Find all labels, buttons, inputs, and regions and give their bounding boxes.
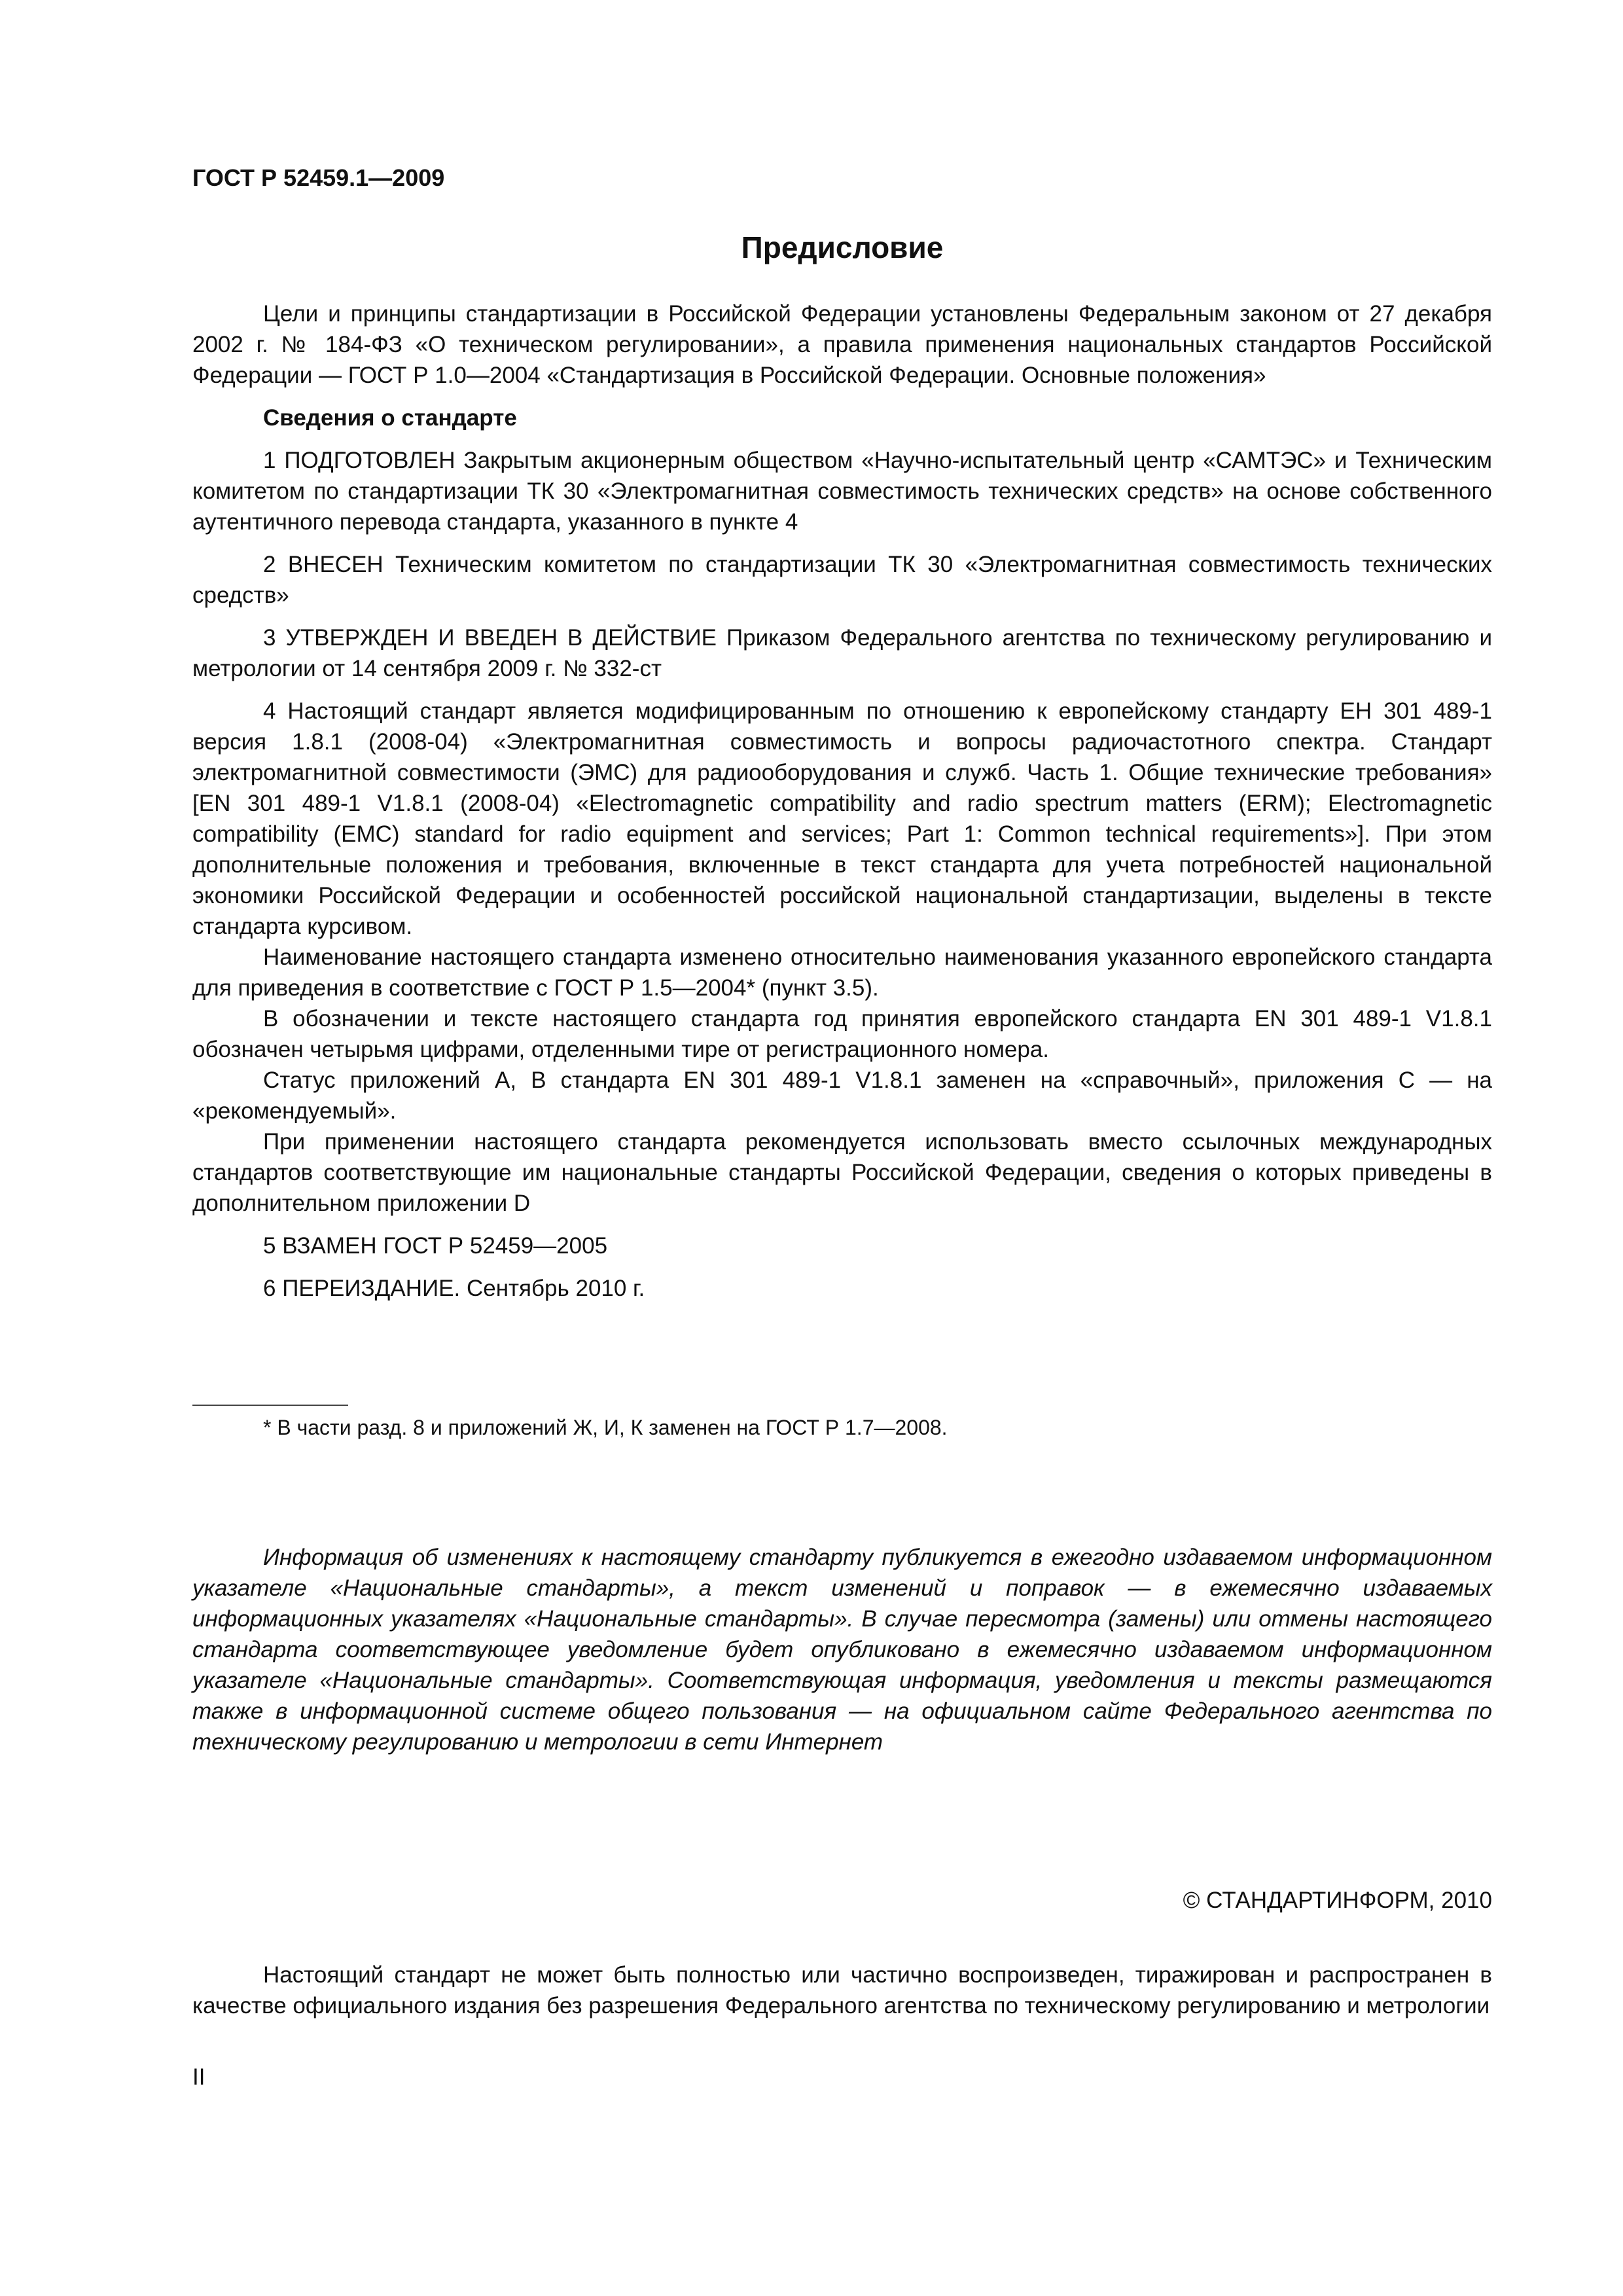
reproduction-notice-text: Настоящий стандарт не может быть полностью или частично воспроизведен, тиражирован и распространен в качестве официального издания без разрешения Федерального агентства по техническому регулированию и метрологии <box>192 1962 1492 2018</box>
footnote-divider <box>192 1405 348 1406</box>
document-code: ГОСТ Р 52459.1—2009 <box>192 164 445 191</box>
item-2-submitted: 2 ВНЕСЕН Техническим комитетом по стандартизации ТК 30 «Электромагнитная совместимость технических средств» <box>192 552 1492 608</box>
page-title: Предисловие <box>741 230 944 264</box>
standard-info-heading: Сведения о стандарте <box>263 405 517 431</box>
footnote: * В части разд. 8 и приложений Ж, И, К заменен на ГОСТ Р 1.7—2008. <box>263 1416 948 1439</box>
item-1-prepared: 1 ПОДГОТОВЛЕН Закрытым акционерным обществом «Научно-испытательный центр «САМТЭС» и Техническим комитетом по стандартизации ТК 30 «Электромагнитная совместимость технических средств» на основе собственного аутентичного перевода стандарта, указанного в пункте 4 <box>192 448 1492 535</box>
item-4-modification: 4 Настоящий стандарт является модифицированным по отношению к европейскому стандарту ЕН 301 489-1 версия 1.8.1 (2008-04) «Электромагнитная совместимость и вопросы радиочастотного спектра. Стандарт электромагнитной совместимости (ЭМС) для радиооборудования и служб. Часть 1. Общие технические требования» [EN 301 489-1 V1.8.1 (2008-04) «Electromagnetic compatibility and radio spectrum matters (ERM); Electromagnetic compatibility (EMC) standard for radio equipment and services; Part 1: Common technical requirements»]. При этом дополнительные положения и требования, включенные в текст стандарта для учета потребностей национальной экономики Российской Федерации и особенностей российской национальной стандартизации, выделены в тексте стандарта курсивом. <box>192 698 1492 939</box>
item-4-designation-note: В обозначении и тексте настоящего стандарта год принятия европейского стандарта EN 301 489-1 V1.8.1 обозначен четырьмя цифрами, отделенными тире от регистрационного номера. <box>192 1006 1492 1062</box>
changes-information-text: Информация об изменениях к настоящему стандарту публикуется в ежегодно издаваемом информационном указателе «Национальные стандарты», а текст изменений и поправок — в ежемесячно издаваемых информационных указателях «Национальные стандарты». В случае пересмотра (замены) или отмены настоящего стандарта соответствующее уведомление будет опубликовано в ежемесячно издаваемом информационном указателе «Национальные стандарты». Соответствующая информация, уведомления и тексты размещаются также в информационной системе общего пользования — на официальном сайте Федерального агентства по техническому регулированию и метрологии в сети Интернет <box>192 1545 1492 1755</box>
item-4-annex-note: Статус приложений А, В стандарта EN 301 489-1 V1.8.1 заменен на «справочный», приложения С — на «рекомендуемый». <box>192 1067 1492 1124</box>
page-number: II <box>192 2064 205 2090</box>
item-4-references-note: При применении настоящего стандарта рекомендуется использовать вместо ссылочных международных стандартов соответствующие им национальные стандарты Российской Федерации, сведения о которых приведены в дополнительном приложении D <box>192 1129 1492 1216</box>
changes-information-notice <box>192 1542 1492 1757</box>
foreword-body <box>192 298 1492 1304</box>
item-4-name-note: Наименование настоящего стандарта изменено относительно наименования указанного европейского стандарта для приведения в соответствие с ГОСТ Р 1.5—2004* (пункт 3.5). <box>192 944 1492 1001</box>
item-6-reissue: 6 ПЕРЕИЗДАНИЕ. Сентябрь 2010 г. <box>263 1276 645 1301</box>
item-5-replaces: 5 ВЗАМЕН ГОСТ Р 52459—2005 <box>263 1233 608 1259</box>
reproduction-notice <box>192 1960 1492 2021</box>
item-3-approved: 3 УТВЕРЖДЕН И ВВЕДЕН В ДЕЙСТВИЕ Приказом Федерального агентства по техническому регулированию и метрологии от 14 сентября 2009 г. № 332-ст <box>192 625 1492 681</box>
copyright-line: © СТАНДАРТИНФОРМ, 2010 <box>1183 1888 1492 1913</box>
intro-paragraph: Цели и принципы стандартизации в Российской Федерации установлены Федеральным законом от 27 декабря 2002 г. № 184-ФЗ «О техническом регулировании», а правила применения национальных стандартов Российской Федерации — ГОСТ Р 1.0—2004 «Стандартизация в Российской Федерации. Основные положения» <box>192 301 1492 388</box>
